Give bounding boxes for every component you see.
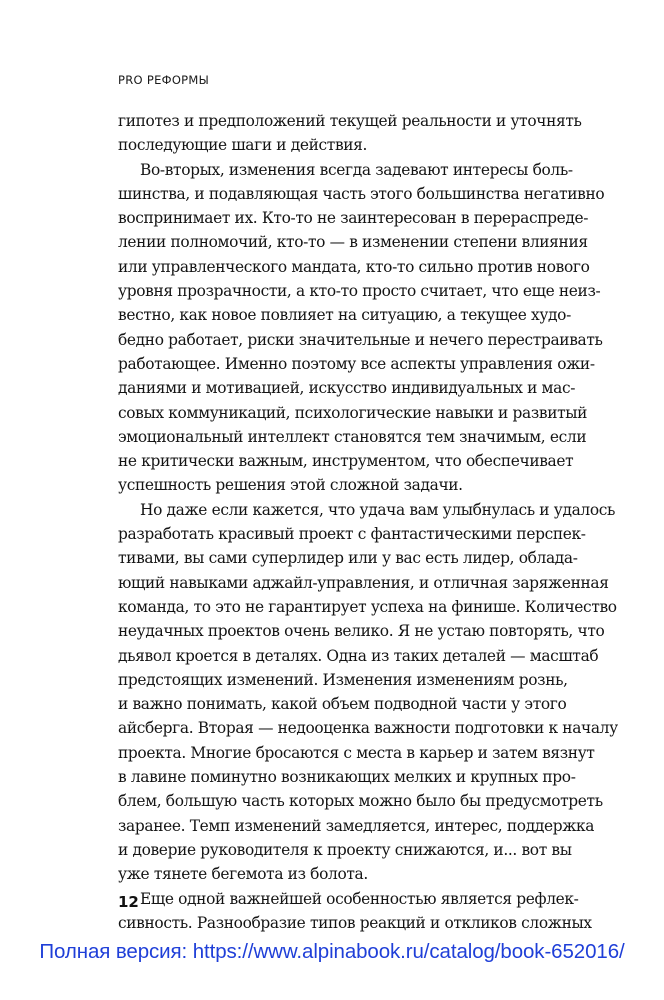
text-line: последующие шаги и действия. [118, 136, 368, 155]
text-line: шинства, и подавляющая часть этого большинства негативно [118, 184, 605, 203]
text-line: Во-вторых, изменения всегда задевают интересы боль- [140, 160, 573, 179]
text-line: в лавине поминутно возникающих мелких и крупных про- [118, 768, 576, 787]
text-line: айсберга. Вторая — недооценка важности подготовки к началу [118, 719, 618, 738]
text-line: успешность решения этой сложной задачи. [118, 476, 463, 495]
text-line: лении полномочий, кто-то — в изменении степени влияния [118, 233, 588, 252]
text-line: Еще одной важнейшей особенностью является рефлек- [140, 889, 579, 908]
text-line: предстоящих изменений. Изменения изменениям рознь, [118, 670, 568, 689]
body-text [118, 109, 618, 935]
text-line: вестно, как новое повлияет на ситуацию, а текущее худо- [118, 306, 571, 325]
text-line: уровня прозрачности, а кто-то просто считает, что еще неиз- [118, 282, 601, 301]
text-line: уже тянете бегемота из болота. [118, 865, 368, 884]
text-line: неудачных проектов очень велико. Я не устаю повторять, что [118, 622, 605, 641]
text-line: совых коммуникаций, психологические навыки и развитый [118, 403, 588, 422]
full-version-link[interactable]: Полная версия: https://www.alpinabook.ru/catalog/book-652016/ [39, 940, 625, 963]
text-line: и доверие руководителя к проекту снижаются, и... вот вы [118, 840, 572, 859]
text-line: даниями и мотивацией, искусство индивидуальных и мас- [118, 379, 576, 398]
text-line: заранее. Темп изменений замедляется, интерес, поддержка [118, 816, 595, 835]
text-line: воспринимает их. Кто-то не заинтересован в перераспреде- [118, 209, 589, 228]
running-header: PRO РЕФОРМЫ [118, 73, 210, 87]
text-line: блем, большую часть которых можно было бы предусмотреть [118, 792, 603, 811]
text-line: сивность. Разнообразие типов реакций и откликов сложных [118, 913, 592, 932]
text-line: Но даже если кажется, что удача вам улыбнулась и удалось [140, 500, 616, 519]
text-line: тивами, вы сами суперлидер или у вас есть лидер, облада- [118, 549, 578, 568]
text-line: гипотез и предположений текущей реальности и уточнять [118, 112, 582, 130]
text-line: разработать красивый проект с фантастическими перспек- [118, 525, 586, 544]
text-line: не критически важным, инструментом, что обеспечивает [118, 452, 574, 471]
text-line: ющий навыками аджайл-управления, и отличная заряженная [118, 573, 609, 592]
page-number: 12 [118, 893, 139, 911]
text-line: работающее. Именно поэтому все аспекты управления ожи- [118, 354, 595, 373]
text-line: или управленческого мандата, кто-то сильно против нового [118, 257, 590, 276]
text-line: бедно работает, риски значительные и нечего перестраивать [118, 330, 603, 349]
text-line: команда, то это не гарантирует успеха на финише. Количество [118, 597, 617, 616]
text-line: дьявол кроется в деталях. Одна из таких деталей — масштаб [118, 646, 599, 665]
text-line: и важно понимать, какой объем подводной части у этого [118, 695, 567, 714]
text-line: проекта. Многие бросаются с места в карьер и затем вязнут [118, 743, 595, 762]
text-line: эмоциональный интеллект становятся тем значимым, если [118, 427, 587, 446]
